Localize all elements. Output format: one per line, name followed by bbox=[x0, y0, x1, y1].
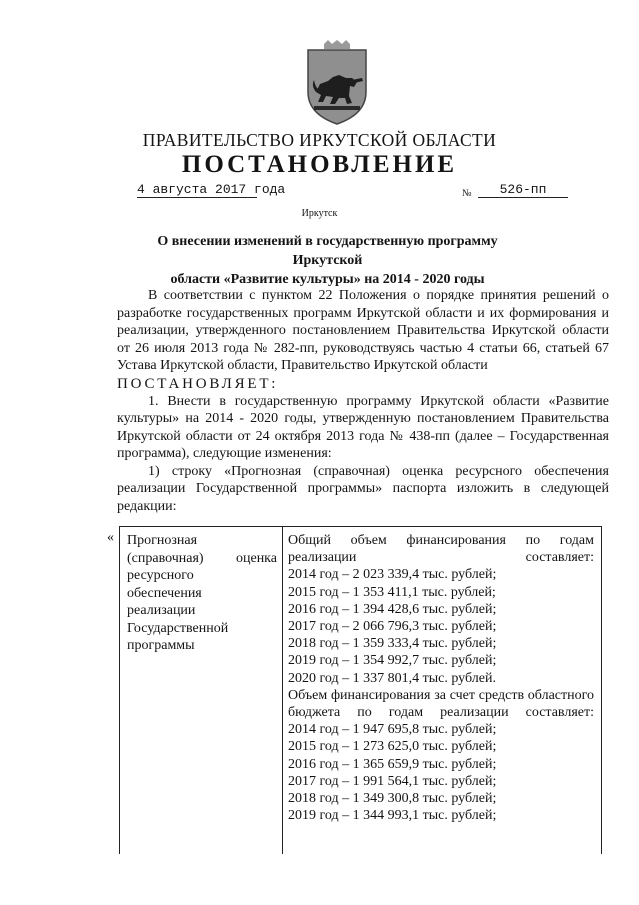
regional-funding-row: 2019 год – 1 344 993,1 тыс. рублей; bbox=[288, 808, 497, 824]
label-word: оценка bbox=[235, 550, 277, 566]
number-sign: № bbox=[462, 188, 472, 199]
irkutsk-coat-of-arms-icon bbox=[302, 40, 372, 126]
label-line: ресурсного bbox=[127, 568, 194, 583]
title-line-1: О внесении изменений в государственную программу Иркутской bbox=[157, 234, 498, 268]
label-line: Государственной bbox=[127, 620, 229, 636]
preamble-paragraph: В соответствии с пунктом 22 Положения о порядке принятия решений о разработке государственных программ Иркутской области и их формирования и реализации, утвержденного постановлением Правительства Иркутской области от 26 июля 2013 года № 282-пп, руководствуясь частью 4 статьи 66, статьей 67 Устава Иркутской области, Правительство Иркутской области bbox=[117, 288, 609, 373]
funding-values bbox=[288, 532, 594, 824]
total-funding-row: 2019 год – 1 354 992,7 тыс. рублей; bbox=[288, 653, 497, 669]
total-funding-row: 2018 год – 1 359 333,4 тыс. рублей; bbox=[288, 636, 497, 652]
table-value-cell bbox=[283, 527, 601, 854]
label-line: обеспечения bbox=[127, 585, 202, 601]
document-date: 4 августа 2017 года bbox=[137, 182, 286, 197]
document-number: 526-пп bbox=[478, 182, 568, 198]
opening-quote: « bbox=[107, 530, 114, 545]
title-line-2: области «Развитие культуры» на 2014 - 2020 годы bbox=[170, 272, 485, 287]
regional-funding-row: 2017 год – 1 991 564,1 тыс. рублей; bbox=[288, 773, 497, 789]
issuing-authority: ПРАВИТЕЛЬСТВО ИРКУТСКОЙ ОБЛАСТИ bbox=[142, 130, 497, 150]
regional-funding-row: 2015 год – 1 273 625,0 тыс. рублей; bbox=[288, 739, 497, 755]
regional-funding-row: 2018 год – 1 349 300,8 тыс. рублей; bbox=[288, 791, 497, 807]
label-line: реализации bbox=[127, 603, 196, 618]
document-title bbox=[130, 232, 525, 289]
total-funding-row: 2020 год – 1 337 801,4 тыс. рублей. bbox=[288, 670, 496, 686]
subitem-1-paragraph: 1) строку «Прогнозная (справочная) оценка ресурсного обеспечения реализации Государственной программы» паспорта изложить в следующей редакции: bbox=[117, 463, 609, 514]
document-body bbox=[117, 286, 609, 515]
passport-table bbox=[119, 526, 602, 854]
label-line: Прогнозная bbox=[127, 533, 198, 548]
document-type: ПОСТАНОВЛЕНИЕ bbox=[181, 151, 458, 178]
label-word: (справочная) bbox=[127, 550, 204, 566]
label-line bbox=[127, 550, 277, 568]
decree-word: ПОСТАНОВЛЯЕТ: bbox=[117, 375, 279, 392]
regional-funding-row: 2014 год – 1 947 695,8 тыс. рублей; bbox=[288, 722, 497, 738]
total-funding-heading: Общий объем финансирования по годам реализации составляет: bbox=[288, 533, 594, 566]
total-funding-row: 2017 год – 2 066 796,3 тыс. рублей; bbox=[288, 619, 497, 635]
city-label: Иркутск bbox=[301, 208, 338, 219]
total-funding-row: 2015 год – 1 353 411,1 тыс. рублей; bbox=[288, 584, 496, 600]
regional-funding-heading: Объем финансирования за счет средств областного бюджета по годам реализации составляет: bbox=[288, 687, 594, 721]
regional-funding-row: 2016 год – 1 365 659,9 тыс. рублей; bbox=[288, 756, 497, 772]
total-funding-row: 2016 год – 1 394 428,6 тыс. рублей; bbox=[288, 601, 497, 617]
table-label-cell bbox=[120, 527, 283, 854]
label-line: программы bbox=[127, 638, 195, 653]
total-funding-row: 2014 год – 2 023 339,4 тыс. рублей; bbox=[288, 567, 497, 583]
table-label bbox=[127, 532, 277, 655]
item-1-paragraph: 1. Внести в государственную программу Иркутской области «Развитие культуры» на 2014 - 2020 годы, утвержденную постановлением Правительства Иркутской области от 24 октября 2013 года № 438-пп (далее – Государственная программа), следующие изменения: bbox=[117, 393, 609, 461]
